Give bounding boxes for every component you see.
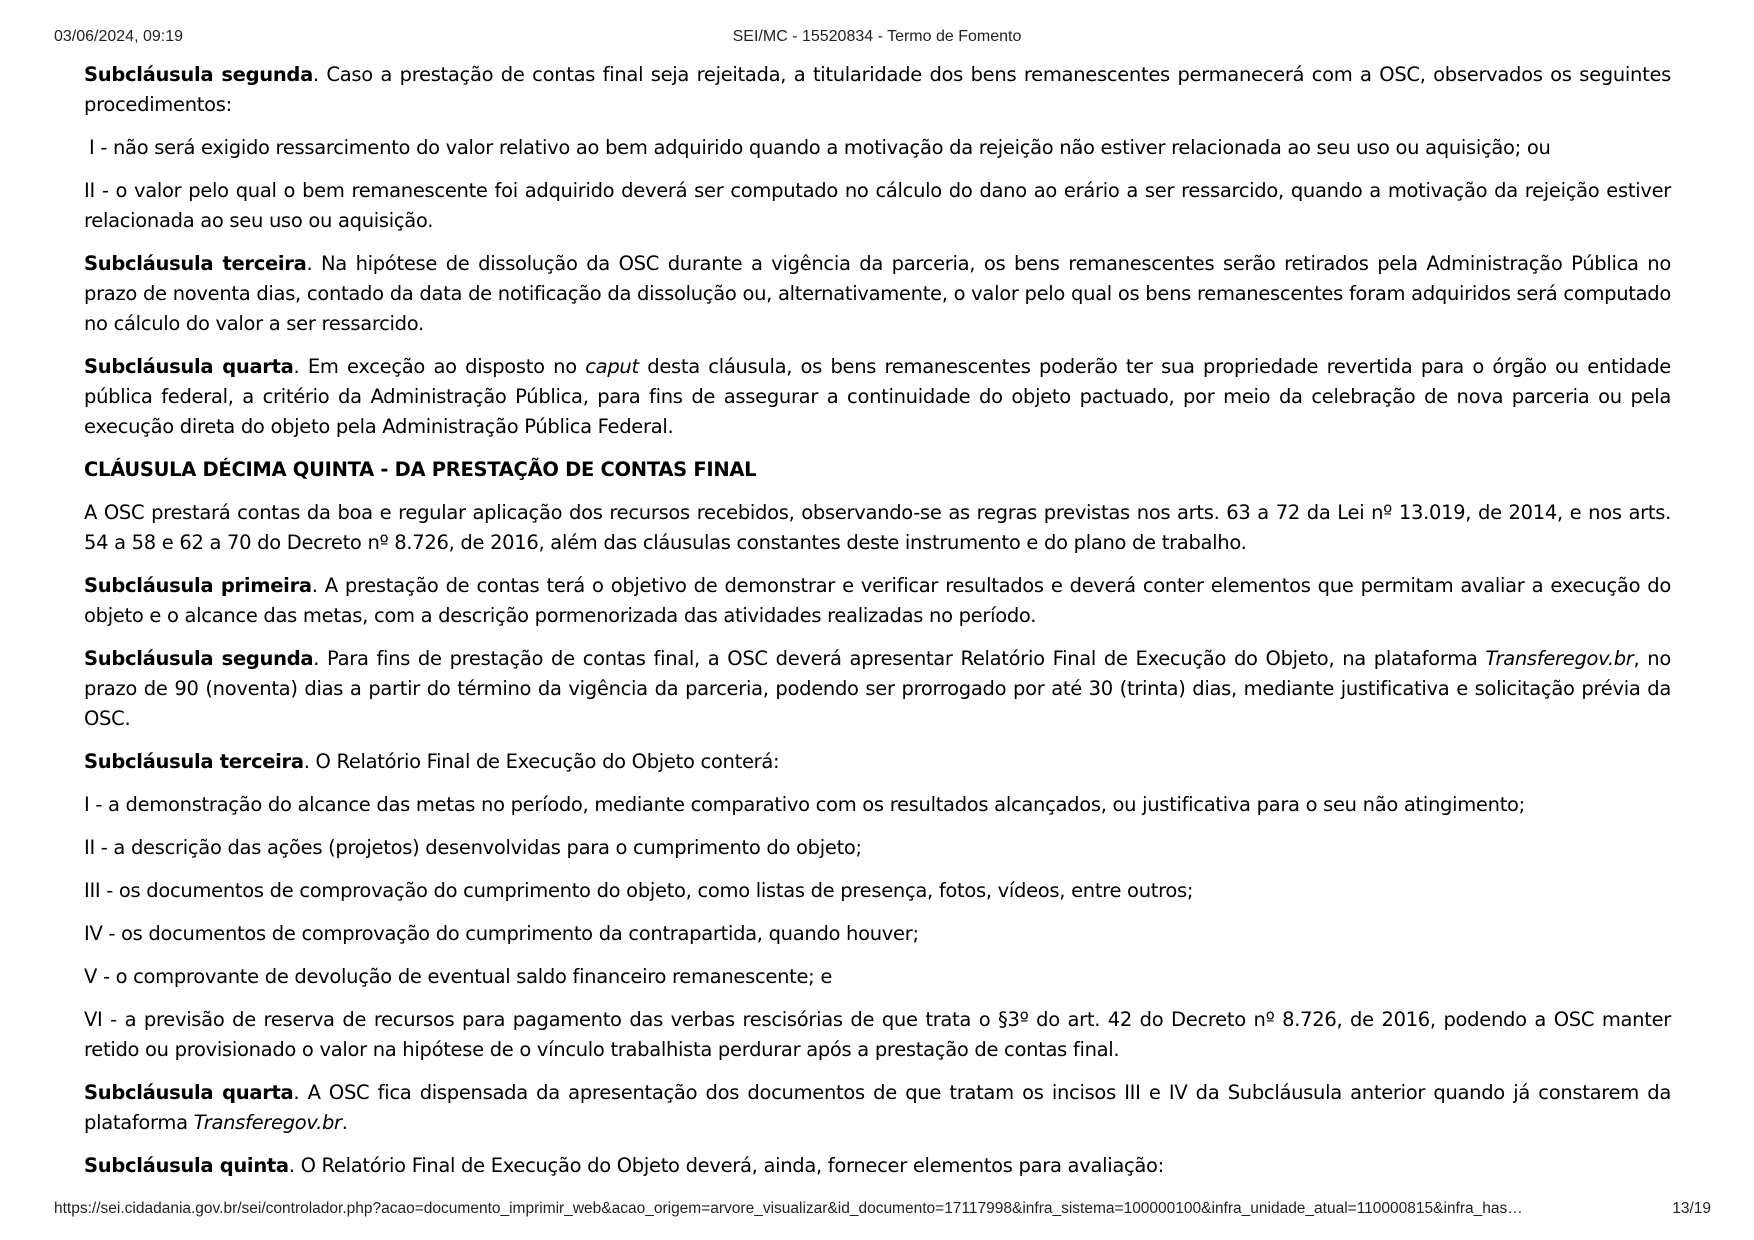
inciso-i-relatorio: I - a demonstração do alcance das metas no período, mediante comparativo com os resultados alcançados, ou justificativa para o seu não atingimento; <box>84 793 1525 816</box>
paragraph-text: . Na hipótese de dissolução da OSC durante a vigência da parceria, os bens remanescentes serão retirados pela Administração Pública no prazo de noventa dias, contado da data de notificação da dissolução ou, alternativamente, o valor pelo qual os bens remanescentes foram adquiridos será computado no cálculo do valor a ser ressarcido. <box>84 252 1671 335</box>
inciso-vi-relatorio: VI - a previsão de reserva de recursos para pagamento das verbas rescisórias de que trata o §3º do art. 42 do Decreto nº 8.726, de 2016, podendo a OSC manter retido ou provisionado o valor na hipótese de o vínculo trabalhista perdurar após a prestação de contas final. <box>84 1008 1671 1061</box>
subclause-label: Subcláusula segunda <box>84 647 314 670</box>
subclause-label: Subcláusula terceira <box>84 252 307 275</box>
italic-term: caput <box>585 355 639 378</box>
subclause-label: Subcláusula terceira <box>84 750 304 773</box>
paragraph-subclausula-terceira-dissolucao <box>84 249 1671 339</box>
paragraph-subclausula-quinta <box>84 1151 1671 1181</box>
subclause-label: Subcláusula segunda <box>84 63 313 86</box>
inciso-ii-relatorio: II - a descrição das ações (projetos) desenvolvidas para o cumprimento do objeto; <box>84 836 862 859</box>
paragraph-subclausula-quarta-reversao <box>84 352 1671 442</box>
subclause-label: Subcláusula quinta <box>84 1154 289 1177</box>
paragraph-subclausula-terceira-relatorio <box>84 747 1671 777</box>
inciso-v-relatorio: V - o comprovante de devolução de eventual saldo financeiro remanescente; e <box>84 965 833 988</box>
inciso-iv-relatorio: IV - os documentos de comprovação do cumprimento da contrapartida, quando houver; <box>84 922 919 945</box>
inciso-iii-relatorio: III - os documentos de comprovação do cumprimento do objeto, como listas de presença, fotos, vídeos, entre outros; <box>84 879 1194 902</box>
paragraph-text: . A OSC fica dispensada da apresentação dos documentos de que tratam os incisos III e IV da Subcláusula anterior quando já constarem da plataforma <box>84 1081 1671 1134</box>
page-url: https://sei.cidadania.gov.br/sei/controlador.php?acao=documento_imprimir_web&acao_origem=arvore_visualizar&id_documento=17117998&infra_sistema=100000100&infra_unidade_atual=110000815&infra_has… <box>54 1200 1523 1217</box>
print-datetime: 03/06/2024, 09:19 <box>54 28 184 45</box>
italic-term: Transferegov.br <box>193 1111 342 1134</box>
paragraph-subclausula-primeira <box>84 571 1671 631</box>
italic-term: Transferegov.br <box>1485 647 1634 670</box>
paragraph-text: . Para fins de prestação de contas final, a OSC deverá apresentar Relatório Final de Execução do Objeto, na plataforma <box>313 647 1486 670</box>
subclause-label: Subcláusula quarta <box>84 1081 294 1104</box>
paragraph-text: . Em exceção ao disposto no <box>293 355 586 378</box>
paragraph-text: . Caso a prestação de contas final seja rejeitada, a titularidade dos bens remanescentes permanecerá com a OSC, observados os seguintes procedimentos: <box>84 63 1671 116</box>
inciso-ii-bens: II - o valor pelo qual o bem remanescente foi adquirido deverá ser computado no cálculo do dano ao erário a ser ressarcido, quando a motivação da rejeição estiver relacionada ao seu uso ou aquisição. <box>84 179 1671 232</box>
paragraph-text: . A prestação de contas terá o objetivo de demonstrar e verificar resultados e deverá conter elementos que permitam avaliar a execução do objeto e o alcance das metas, com a descrição pormenorizada das atividades realizadas no período. <box>84 574 1671 627</box>
document-body <box>84 60 1671 1194</box>
paragraph-subclausula-quarta-dispensa <box>84 1078 1671 1138</box>
document-title: SEI/MC - 15520834 - Termo de Fomento <box>732 28 1022 45</box>
paragraph-prestacao-contas-intro: A OSC prestará contas da boa e regular aplicação dos recursos recebidos, observando-se as regras previstas nos arts. 63 a 72 da Lei nº 13.019, de 2014, e nos arts. 54 a 58 e 62 a 70 do Decreto nº 8.726, de 2016, além das cláusulas constantes deste instrumento e do plano de trabalho. <box>84 501 1671 554</box>
inciso-i-bens: I - não será exigido ressarcimento do valor relativo ao bem adquirido quando a motivação da rejeição não estiver relacionada ao seu uso ou aquisição; ou <box>89 136 1551 159</box>
paragraph-text: . O Relatório Final de Execução do Objeto deverá, ainda, fornecer elementos para avaliação: <box>288 1154 1164 1177</box>
subclause-label: Subcláusula quarta <box>84 355 294 378</box>
page-number: 13/19 <box>1672 1200 1711 1217</box>
paragraph-text: , no prazo de 90 (noventa) dias a partir do término da vigência da parceria, podendo ser prorrogado por até 30 (trinta) dias, mediante justificativa e solicitação prévia da OSC. <box>84 647 1671 730</box>
paragraph-text: . <box>341 1111 348 1134</box>
paragraph-subclausula-segunda-bens <box>84 60 1671 120</box>
paragraph-text: desta cláusula, os bens remanescentes poderão ter sua propriedade revertida para o órgão ou entidade pública federal, a critério da Administração Pública, para fins de assegurar a continuidade do objeto pactuado, por meio da celebração de nova parceria ou pela execução direta do objeto pela Administração Pública Federal. <box>84 355 1671 438</box>
subclause-label: Subcláusula primeira <box>84 574 312 597</box>
clause-heading: CLÁUSULA DÉCIMA QUINTA - DA PRESTAÇÃO DE CONTAS FINAL <box>84 458 757 481</box>
paragraph-text: . O Relatório Final de Execução do Objeto conterá: <box>303 750 780 773</box>
paragraph-subclausula-segunda-relatorio <box>84 644 1671 734</box>
